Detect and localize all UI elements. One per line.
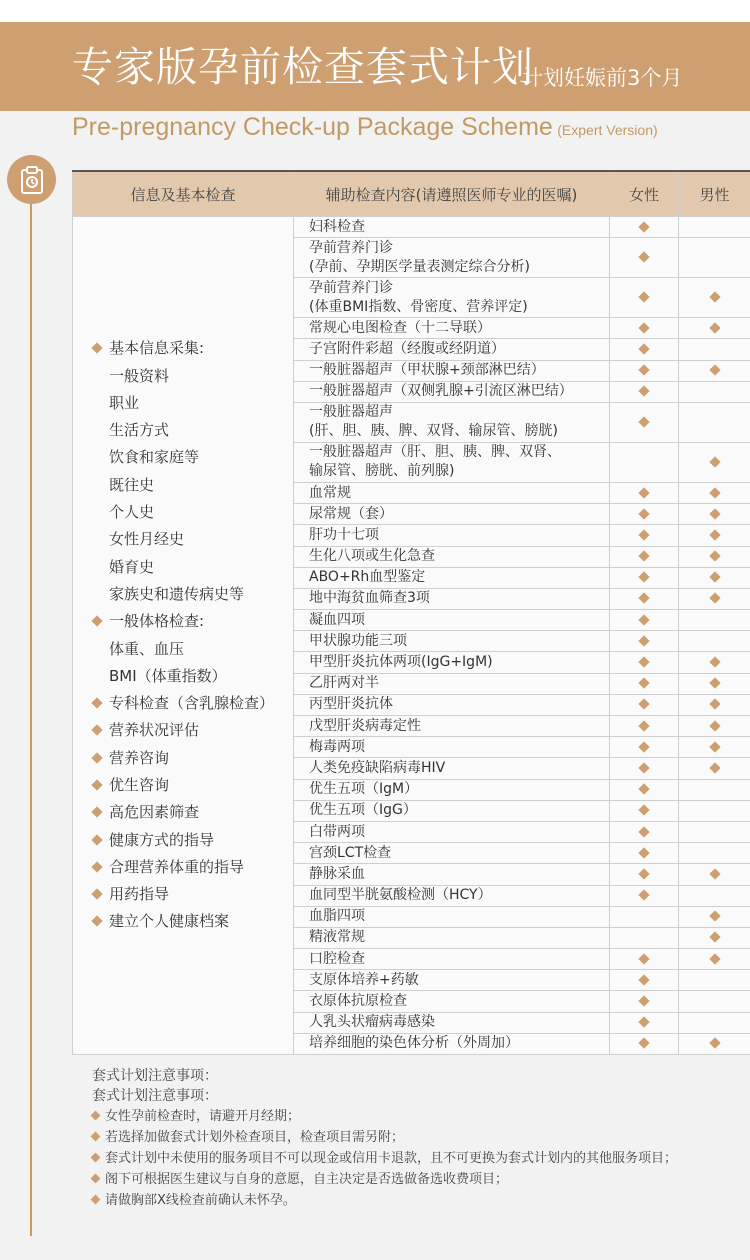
male-mark-cell — [679, 991, 750, 1012]
exam-item-name: 丙型肝炎抗体 — [309, 696, 393, 713]
note-item — [92, 1127, 677, 1148]
male-mark-cell — [679, 339, 750, 360]
diamond-marker-icon — [709, 656, 720, 667]
diamond-marker-icon — [709, 1038, 720, 1049]
header-auxiliary: 辅助检查内容(请遵照医师专业的医嘱) — [294, 171, 610, 217]
notes-section — [92, 1066, 677, 1211]
male-mark-cell — [679, 402, 750, 442]
list-item-label: 用药指导 — [109, 885, 170, 904]
diamond-marker-icon — [709, 868, 720, 879]
female-mark-cell — [610, 217, 679, 238]
diamond-marker-icon — [638, 221, 649, 232]
diamond-marker-icon — [709, 911, 720, 922]
diamond-marker-icon — [709, 953, 720, 964]
english-title-sub: (Expert Version) — [557, 122, 658, 138]
exam-item-name: 戊型肝炎病毒定性 — [309, 717, 421, 734]
exam-item-cell — [294, 610, 610, 631]
list-item-label: 一般资料 — [109, 366, 170, 385]
diamond-marker-icon — [638, 1038, 649, 1049]
diamond-marker-icon — [638, 1017, 649, 1028]
male-mark-cell — [679, 906, 750, 927]
exam-item-name: 梅毒两项 — [309, 738, 365, 755]
exam-item-cell — [294, 949, 610, 970]
diamond-marker-icon — [709, 529, 720, 540]
exam-item-name: 血常规 — [309, 484, 351, 501]
list-item-label: 健康方式的指导 — [109, 830, 215, 849]
diamond-marker-icon — [638, 416, 649, 427]
exam-item-name: 一般脏器超声 — [309, 404, 393, 421]
list-item-label: 饮食和家庭等 — [109, 448, 200, 467]
female-mark-cell — [610, 843, 679, 864]
male-mark-cell — [679, 360, 750, 381]
female-mark-cell — [610, 339, 679, 360]
list-item-label: 生活方式 — [109, 421, 170, 440]
exam-item-name: 人乳头状瘤病毒感染 — [309, 1014, 435, 1031]
diamond-marker-icon — [638, 364, 649, 375]
diamond-bullet-icon — [91, 916, 102, 927]
male-mark-cell — [679, 588, 750, 609]
list-item-label: 专科检查（含乳腺检查） — [109, 694, 275, 713]
female-mark-cell — [610, 278, 679, 318]
list-item-label: 优生咨询 — [109, 775, 170, 794]
exam-item-name: 妇科检查 — [309, 218, 365, 235]
male-mark-cell — [679, 843, 750, 864]
exam-item-cell — [294, 402, 610, 442]
list-item — [93, 717, 293, 744]
basic-info-cell — [73, 217, 294, 1055]
diamond-marker-icon — [638, 322, 649, 333]
note-text: 阁下可根据医生建议与自身的意愿，自主决定是否选做备选收费项目； — [105, 1172, 509, 1187]
exam-item-cell — [294, 843, 610, 864]
timeline-line — [30, 196, 32, 1236]
list-item-label: 职业 — [109, 393, 140, 412]
female-mark-cell — [610, 906, 679, 927]
diamond-marker-icon — [638, 826, 649, 837]
list-item — [93, 363, 293, 390]
diamond-marker-icon — [709, 364, 720, 375]
exam-item-name: 乙肝两对半 — [309, 675, 379, 692]
exam-item-cell — [294, 482, 610, 503]
female-mark-cell — [610, 758, 679, 779]
exam-item-cell — [294, 588, 610, 609]
diamond-marker-icon — [638, 656, 649, 667]
diamond-marker-icon — [638, 487, 649, 498]
list-item — [93, 799, 293, 826]
list-item — [93, 690, 293, 717]
note-item — [92, 1190, 677, 1211]
list-item-label: 营养状况评估 — [109, 721, 200, 740]
list-item — [93, 417, 293, 444]
female-mark-cell — [610, 991, 679, 1012]
exam-item-cell — [294, 546, 610, 567]
exam-item-cell — [294, 360, 610, 381]
male-mark-cell — [679, 610, 750, 631]
male-mark-cell — [679, 949, 750, 970]
diamond-marker-icon — [709, 932, 720, 943]
female-mark-cell — [610, 567, 679, 588]
diamond-marker-icon — [638, 678, 649, 689]
table-header-row — [73, 171, 750, 217]
female-mark-cell — [610, 821, 679, 842]
diamond-marker-icon — [638, 343, 649, 354]
exam-item-cell — [294, 238, 610, 278]
header-female: 女性 — [610, 171, 679, 217]
top-band — [0, 0, 750, 22]
exam-item-name: ABO+Rh血型鉴定 — [309, 569, 426, 586]
female-mark-cell — [610, 381, 679, 402]
exam-item-name: 一般脏器超声（肝、胆、胰、脾、双肾、 — [309, 444, 561, 461]
header-male: 男性 — [679, 171, 750, 217]
list-item — [93, 526, 293, 553]
exam-item-cell — [294, 1012, 610, 1033]
list-item-label: 高危因素筛查 — [109, 803, 200, 822]
female-mark-cell — [610, 504, 679, 525]
diamond-marker-icon — [638, 762, 649, 773]
list-item-label: 一般体格检查: — [109, 612, 205, 631]
list-item-label: 女性月经史 — [109, 530, 185, 549]
exam-item-cell — [294, 652, 610, 673]
note-item — [92, 1148, 677, 1169]
male-mark-cell — [679, 673, 750, 694]
diamond-marker-icon — [638, 783, 649, 794]
exam-item-name: 宫颈LCT检查 — [309, 844, 392, 861]
exam-item-name: 一般脏器超声（双侧乳腺+引流区淋巴结） — [309, 383, 573, 400]
diamond-marker-icon — [709, 762, 720, 773]
female-mark-cell — [610, 1033, 679, 1054]
exam-item-name: 口腔检查 — [309, 950, 365, 967]
exam-item-cell — [294, 504, 610, 525]
list-item-label: 家族史和遗传病史等 — [109, 584, 245, 603]
diamond-marker-icon — [638, 252, 649, 263]
female-mark-cell — [610, 1012, 679, 1033]
exam-item-name: 子宫附件彩超（经腹或经阴道） — [309, 340, 505, 357]
exam-item-name: 常规心电图检查（十二导联） — [309, 319, 491, 336]
exam-item-cell — [294, 1033, 610, 1054]
list-item — [93, 663, 293, 690]
diamond-bullet-icon — [91, 834, 102, 845]
male-mark-cell — [679, 238, 750, 278]
list-item-label: 个人史 — [109, 503, 155, 522]
exam-item-name: 孕前营养门诊 — [309, 279, 393, 296]
english-title-main: Pre-pregnancy Check-up Package Scheme — [72, 113, 553, 141]
male-mark-cell — [679, 694, 750, 715]
female-mark-cell — [610, 970, 679, 991]
list-item-label: 营养咨询 — [109, 748, 170, 767]
female-mark-cell — [610, 442, 679, 482]
list-item-label: 既往史 — [109, 475, 155, 494]
diamond-marker-icon — [638, 699, 649, 710]
male-mark-cell — [679, 800, 750, 821]
male-mark-cell — [679, 737, 750, 758]
page-title: 专家版孕前检查套式计划 — [72, 43, 534, 91]
list-item — [93, 908, 293, 935]
diamond-bullet-icon — [91, 1153, 101, 1163]
diamond-marker-icon — [709, 572, 720, 583]
female-mark-cell — [610, 238, 679, 278]
male-mark-cell — [679, 821, 750, 842]
diamond-bullet-icon — [91, 725, 102, 736]
female-mark-cell — [610, 610, 679, 631]
exam-item-name: 人类免疫缺陷病毒HIV — [309, 759, 446, 776]
diamond-bullet-icon — [91, 343, 102, 354]
exam-item-cell — [294, 567, 610, 588]
list-item — [93, 636, 293, 663]
female-mark-cell — [610, 800, 679, 821]
male-mark-cell — [679, 278, 750, 318]
diamond-bullet-icon — [91, 697, 102, 708]
diamond-marker-icon — [709, 678, 720, 689]
list-item-label: 婚育史 — [109, 557, 155, 576]
exam-item-cell — [294, 885, 610, 906]
exam-item-cell — [294, 906, 610, 927]
male-mark-cell — [679, 217, 750, 238]
diamond-marker-icon — [638, 868, 649, 879]
note-text: 若选择加做套式计划外检查项目，检查项目需另附； — [105, 1130, 405, 1145]
male-mark-cell — [679, 779, 750, 800]
list-item — [93, 881, 293, 908]
female-mark-cell — [610, 588, 679, 609]
exam-item-cell — [294, 970, 610, 991]
diamond-marker-icon — [709, 550, 720, 561]
diamond-bullet-icon — [91, 861, 102, 872]
exam-item-detail: (肝、胆、胰、脾、双肾、输尿管、膀胱) — [309, 423, 558, 440]
diamond-marker-icon — [638, 889, 649, 900]
diamond-marker-icon — [638, 635, 649, 646]
exam-item-name: 衣原体抗原检查 — [309, 993, 407, 1010]
exam-item-cell — [294, 631, 610, 652]
diamond-marker-icon — [638, 593, 649, 604]
exam-item-cell — [294, 381, 610, 402]
note-item — [92, 1169, 677, 1190]
exam-item-cell — [294, 991, 610, 1012]
exam-item-name: 孕前营养门诊 — [309, 239, 393, 256]
list-item — [93, 745, 293, 772]
list-item — [93, 608, 293, 635]
female-mark-cell — [610, 927, 679, 948]
exam-item-cell — [294, 525, 610, 546]
diamond-marker-icon — [709, 292, 720, 303]
list-item-label: 建立个人健康档案 — [109, 912, 230, 931]
table-row — [73, 217, 750, 238]
note-item — [92, 1106, 677, 1127]
exam-item-cell — [294, 217, 610, 238]
note-text: 套式计划中未使用的服务项目不可以现金或信用卡退款，且不可更换为套式计划内的其他服务项目； — [105, 1151, 678, 1166]
male-mark-cell — [679, 546, 750, 567]
female-mark-cell — [610, 318, 679, 339]
exam-item-cell — [294, 673, 610, 694]
female-mark-cell — [610, 716, 679, 737]
exam-item-detail: (孕前、孕期医学量表测定综合分析) — [309, 258, 530, 275]
male-mark-cell — [679, 504, 750, 525]
notes-heading: 套式计划注意事项： — [92, 1068, 218, 1084]
exam-item-cell — [294, 737, 610, 758]
diamond-marker-icon — [638, 974, 649, 985]
diamond-marker-icon — [638, 529, 649, 540]
basic-info-list — [73, 335, 293, 936]
diamond-marker-icon — [709, 699, 720, 710]
list-item — [93, 472, 293, 499]
diamond-bullet-icon — [91, 779, 102, 790]
diamond-bullet-icon — [91, 752, 102, 763]
diamond-marker-icon — [638, 550, 649, 561]
list-item — [93, 554, 293, 581]
diamond-bullet-icon — [91, 807, 102, 818]
female-mark-cell — [610, 525, 679, 546]
diamond-marker-icon — [638, 386, 649, 397]
male-mark-cell — [679, 525, 750, 546]
male-mark-cell — [679, 885, 750, 906]
male-mark-cell — [679, 318, 750, 339]
list-item — [93, 581, 293, 608]
exam-item-cell — [294, 694, 610, 715]
male-mark-cell — [679, 442, 750, 482]
exam-item-name: 支原体培养+药敏 — [309, 971, 419, 988]
diamond-marker-icon — [709, 322, 720, 333]
exam-item-name: 培养细胞的染色体分析（外周加） — [309, 1035, 519, 1052]
exam-item-name: 凝血四项 — [309, 611, 365, 628]
exam-item-name: 甲型肝炎抗体两项(IgG+IgM) — [309, 654, 493, 671]
diamond-marker-icon — [638, 741, 649, 752]
english-title — [72, 113, 658, 142]
diamond-marker-icon — [709, 456, 720, 467]
female-mark-cell — [610, 482, 679, 503]
note-text: 女性孕前检查时，请避开月经期； — [105, 1109, 301, 1124]
female-mark-cell — [610, 779, 679, 800]
diamond-marker-icon — [709, 593, 720, 604]
list-item-label: 体重、血压 — [109, 639, 185, 658]
diamond-marker-icon — [638, 614, 649, 625]
diamond-marker-icon — [638, 572, 649, 583]
diamond-marker-icon — [709, 741, 720, 752]
male-mark-cell — [679, 652, 750, 673]
exam-item-name: 白带两项 — [309, 823, 365, 840]
diamond-bullet-icon — [91, 889, 102, 900]
list-item-label: 合理营养体重的指导 — [109, 857, 245, 876]
list-item-label: 基本信息采集: — [109, 339, 205, 358]
male-mark-cell — [679, 1012, 750, 1033]
exam-item-cell — [294, 442, 610, 482]
page-subtitle: 计划妊娠前3个月 — [522, 66, 683, 90]
exam-item-name: 优生五项（IgM） — [309, 781, 419, 798]
female-mark-cell — [610, 631, 679, 652]
diamond-marker-icon — [638, 995, 649, 1006]
exam-item-name: 生化八项或生化急查 — [309, 548, 435, 565]
exam-item-name: 地中海贫血筛查3项 — [309, 590, 430, 607]
male-mark-cell — [679, 970, 750, 991]
male-mark-cell — [679, 1033, 750, 1054]
female-mark-cell — [610, 402, 679, 442]
exam-item-cell — [294, 278, 610, 318]
female-mark-cell — [610, 360, 679, 381]
list-item — [93, 854, 293, 881]
exam-item-detail: (体重BMI指数、骨密度、营养评定) — [309, 298, 528, 315]
exam-item-name: 优生五项（IgG） — [309, 802, 417, 819]
exam-item-name: 血同型半胱氨酸检测（HCY） — [309, 887, 492, 904]
female-mark-cell — [610, 864, 679, 885]
male-mark-cell — [679, 758, 750, 779]
checkup-table — [72, 170, 750, 1055]
diamond-marker-icon — [709, 487, 720, 498]
diamond-marker-icon — [638, 720, 649, 731]
male-mark-cell — [679, 716, 750, 737]
exam-item-cell — [294, 758, 610, 779]
male-mark-cell — [679, 381, 750, 402]
female-mark-cell — [610, 673, 679, 694]
male-mark-cell — [679, 631, 750, 652]
diamond-marker-icon — [638, 805, 649, 816]
header-basic: 信息及基本检查 — [73, 171, 294, 217]
exam-item-cell — [294, 927, 610, 948]
exam-item-name: 血脂四项 — [309, 908, 365, 925]
exam-item-name: 肝功十七项 — [309, 526, 379, 543]
diamond-bullet-icon — [91, 1195, 101, 1205]
exam-item-cell — [294, 779, 610, 800]
diamond-marker-icon — [638, 953, 649, 964]
male-mark-cell — [679, 567, 750, 588]
exam-item-cell — [294, 318, 610, 339]
male-mark-cell — [679, 482, 750, 503]
female-mark-cell — [610, 694, 679, 715]
female-mark-cell — [610, 737, 679, 758]
diamond-bullet-icon — [91, 1132, 101, 1142]
list-item — [93, 827, 293, 854]
female-mark-cell — [610, 885, 679, 906]
male-mark-cell — [679, 927, 750, 948]
diamond-bullet-icon — [91, 1174, 101, 1184]
clipboard-icon — [7, 155, 56, 204]
exam-item-cell — [294, 339, 610, 360]
exam-item-cell — [294, 821, 610, 842]
list-item — [93, 444, 293, 471]
list-item-label: BMI（体重指数） — [109, 666, 227, 685]
header-banner — [0, 22, 750, 111]
diamond-bullet-icon — [91, 616, 102, 627]
exam-item-name: 一般脏器超声（甲状腺+颈部淋巴结） — [309, 362, 545, 379]
diamond-bullet-icon — [91, 1111, 101, 1121]
note-text: 请做胸部X线检查前确认未怀孕。 — [105, 1193, 296, 1208]
notes-heading-repeat: 套式计划注意事项： — [92, 1088, 218, 1104]
exam-item-cell — [294, 716, 610, 737]
diamond-marker-icon — [709, 508, 720, 519]
male-mark-cell — [679, 864, 750, 885]
list-item — [93, 390, 293, 417]
list-item — [93, 335, 293, 362]
diamond-marker-icon — [709, 720, 720, 731]
exam-item-name: 精液常规 — [309, 929, 365, 946]
diamond-marker-icon — [638, 292, 649, 303]
list-item — [93, 772, 293, 799]
exam-item-detail: 输尿管、膀胱、前列腺) — [309, 463, 455, 480]
exam-item-name: 尿常规（套） — [309, 505, 393, 522]
female-mark-cell — [610, 546, 679, 567]
exam-item-name: 静脉采血 — [309, 865, 365, 882]
female-mark-cell — [610, 949, 679, 970]
diamond-marker-icon — [638, 508, 649, 519]
diamond-marker-icon — [638, 847, 649, 858]
exam-item-cell — [294, 800, 610, 821]
exam-item-cell — [294, 864, 610, 885]
list-item — [93, 499, 293, 526]
female-mark-cell — [610, 652, 679, 673]
exam-item-name: 甲状腺功能三项 — [309, 632, 407, 649]
